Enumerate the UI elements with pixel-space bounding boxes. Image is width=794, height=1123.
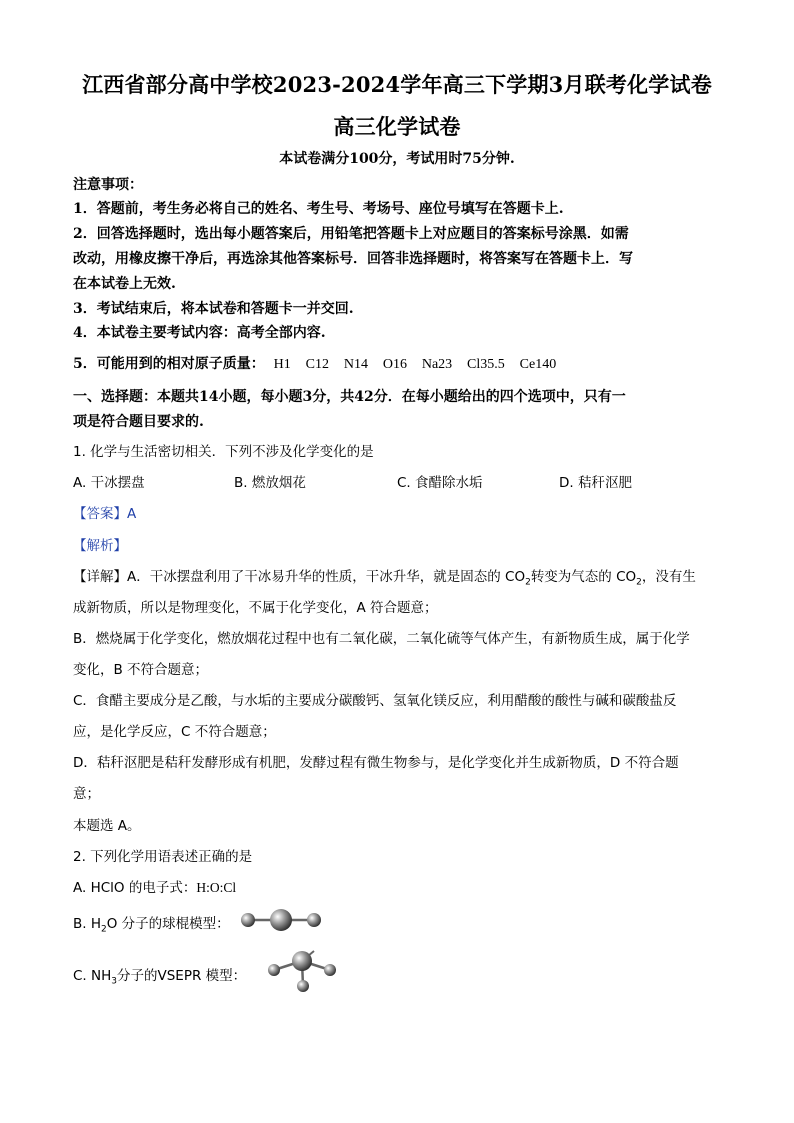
q1-option-a: A. 干冰摆盘 <box>73 475 145 491</box>
q1-detail-4: 变化，B 不符合题意； <box>73 662 209 678</box>
note-1: 1．答题前，考生务必将自己的姓名、考生号、考场号、座位号填写在答题卡上. <box>73 201 564 217</box>
subscript: 2 <box>525 577 531 588</box>
q2-option-b <box>73 912 230 935</box>
q1-detail-6: 应，是化学反应，C 不符合题意； <box>73 724 276 740</box>
note-3: 3．考试结束后，将本试卷和答题卡一并交回. <box>73 301 354 317</box>
atomic-mass-item: Na23 <box>421 357 453 372</box>
q2-option-a <box>73 876 236 896</box>
q1-option-c: C. 食醋除水垢 <box>397 475 483 491</box>
note-2-line1: 2．回答选择题时，选出每小题答案后，用铅笔把答题卡上对应题目的答案标号涂黑．如需 <box>73 226 629 242</box>
subscript: 2 <box>101 924 107 935</box>
q1-detail-1 <box>73 565 696 588</box>
q1-detail-1b: 转变为气态的 CO <box>530 569 637 585</box>
q1-analysis-label: 【解析】 <box>73 538 127 554</box>
q1-conclusion: 本题选 A。 <box>73 818 141 834</box>
section1-line1: 一、选择题：本题共14小题，每小题3分，共42分．在每小题给出的四个选项中，只有一 <box>73 389 626 405</box>
subscript: 2 <box>636 577 642 588</box>
atomic-mass-item: N14 <box>343 357 368 372</box>
exam-title: 江西省部分高中学校2023-2024学年高三下学期3月联考化学试卷 <box>82 72 712 97</box>
q1-stem: 1. 化学与生活密切相关．下列不涉及化学变化的是 <box>73 444 374 460</box>
q2-option-b-label: B. H <box>73 916 101 932</box>
notes-heading: 注意事项： <box>73 177 143 193</box>
q1-option-d: D. 秸秆沤肥 <box>559 475 632 491</box>
atomic-mass-item: H1 <box>273 357 291 372</box>
atomic-mass-item: C12 <box>305 357 329 372</box>
note-5-label: 5．可能用到的相对原子质量： <box>73 356 265 372</box>
q2-option-b-text: O 分子的球棍模型： <box>106 916 230 932</box>
q1-answer: 【答案】A <box>73 506 137 522</box>
note-5 <box>73 353 566 373</box>
q1-detail-1c: ，没有生 <box>641 569 696 585</box>
subscript: 3 <box>111 976 117 987</box>
q2-option-c <box>73 964 246 987</box>
atomic-mass-item: Ce140 <box>519 357 557 372</box>
atomic-masses <box>274 356 567 372</box>
note-2-line2: 改动，用橡皮擦干净后，再选涂其他答案标号．回答非选择题时，将答案写在答题卡上．写 <box>73 251 633 267</box>
section1-line2: 项是符合题目要求的. <box>73 414 204 430</box>
q1-detail-8: 意； <box>73 786 100 802</box>
q2-stem: 2. 下列化学用语表述正确的是 <box>73 849 253 865</box>
electron-formula: H:O:Cl <box>196 880 237 895</box>
nh3-vsepr-model <box>262 947 342 995</box>
q2-option-c-label: C. NH <box>73 968 112 984</box>
q1-detail-3: B．燃烧属于化学变化，燃放烟花过程中也有二氧化碳，二氧化硫等气体产生，有新物质生成，属于化学 <box>73 631 690 647</box>
q1-detail-7: D．秸秆沤肥是秸秆发酵形成有机肥，发酵过程有微生物参与，是化学变化并生成新物质，D 不符合题 <box>73 755 679 771</box>
exam-subtitle: 高三化学试卷 <box>333 114 461 139</box>
q1-detail-1a: 【详解】A．干冰摆盘利用了干冰易升华的性质，干冰升华，就是固态的 CO <box>73 569 526 585</box>
h2o-ball-stick-model <box>238 904 328 936</box>
q2-option-c-text: 分子的VSEPR 模型： <box>117 968 247 984</box>
q1-option-b: B. 燃放烟花 <box>234 475 306 491</box>
q2-option-a-label: A. HClO 的电子式： <box>73 880 197 896</box>
note-4: 4．本试卷主要考试内容：高考全部内容. <box>73 325 326 341</box>
q1-detail-5: C．食醋主要成分是乙酸，与水垢的主要成分碳酸钙、氢氧化镁反应，利用醋酸的酸性与碱和碳酸盐反 <box>73 693 677 709</box>
atomic-mass-item: O16 <box>382 357 407 372</box>
q1-detail-2: 成新物质，所以是物理变化，不属于化学变化，A 符合题意； <box>73 600 438 616</box>
exam-info: 本试卷满分100分，考试用时75分钟. <box>279 151 515 167</box>
note-2-line3: 在本试卷上无效. <box>73 276 176 292</box>
atomic-mass-item: Cl35.5 <box>467 357 505 372</box>
